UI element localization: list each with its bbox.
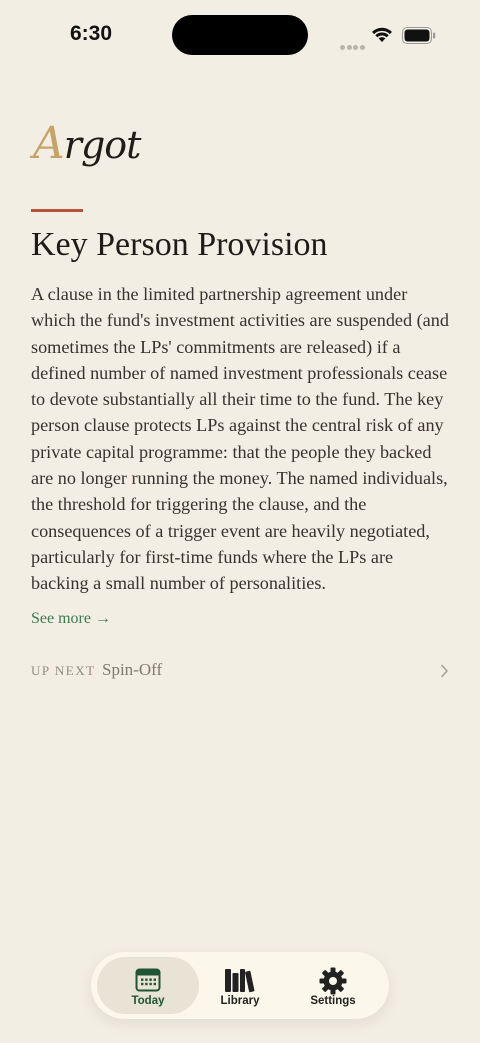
calendar-icon	[135, 967, 161, 997]
tab-settings[interactable]	[282, 957, 384, 1014]
term-title: Key Person Provision	[31, 226, 328, 263]
tab-today-label: Today	[131, 995, 165, 1007]
tab-library[interactable]	[189, 957, 291, 1014]
up-next-label: UP NEXT	[31, 663, 96, 678]
tab-library-label: Library	[220, 995, 260, 1007]
term-definition: A clause in the limited partnership agreement under which the fund's investment activities are suspended (and sometimes the LPs' commitments are released) if a defined number of named investment professionals cease to devote substantially all their time to the fund. The key person clause protects LPs against the central risk of any private capital programme: that the people they backed are no longer running the money. The named individuals, the threshold for triggering the clause, and the consequences of a trigger event are heavily negotiated, particularly for first-time funds where the LPs are backing a small number of personalities.	[31, 284, 449, 594]
see-more-link[interactable]: See more →	[31, 610, 111, 627]
accent-divider	[31, 209, 83, 212]
chevron-right-icon	[440, 664, 449, 683]
status-time: 6:30	[70, 22, 113, 45]
tab-settings-label: Settings	[310, 995, 356, 1007]
cellular-signal-icon	[340, 37, 366, 55]
up-next-row[interactable]	[31, 658, 451, 686]
status-bar	[0, 0, 480, 72]
app-logo: Argot	[33, 118, 141, 169]
up-next-title: Spin-Off	[102, 660, 163, 679]
books-icon	[224, 967, 256, 998]
wifi-icon	[371, 26, 393, 48]
tab-today[interactable]	[97, 957, 199, 1014]
dynamic-island	[172, 15, 308, 55]
battery-icon	[402, 27, 436, 49]
tab-bar	[91, 952, 389, 1019]
